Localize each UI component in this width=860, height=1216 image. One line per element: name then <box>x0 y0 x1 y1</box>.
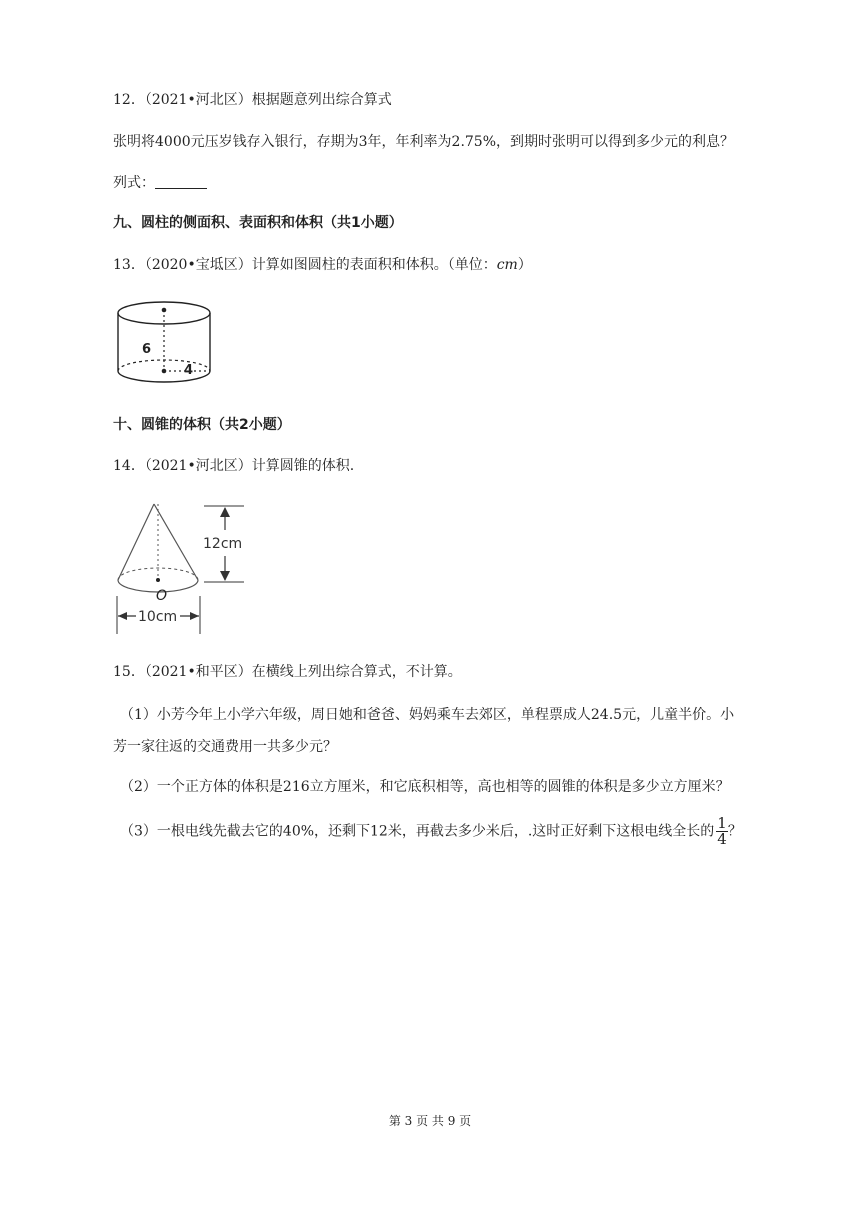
cone-center-point <box>156 578 160 582</box>
height-arrow-down <box>220 571 230 581</box>
q15-part3-text: （3）一根电线先截去它的40%，还剩下12米，再截去多少米后，.这时正好剩下这根电线全长的 <box>120 823 715 840</box>
q15-part3-end: ？ <box>727 823 742 840</box>
q15-part1-line2: 芳一家往返的交通费用一共多少元？ <box>113 739 337 755</box>
q12-formula <box>113 174 207 192</box>
q15-part1-line1: （1）小芳今年上小学六年级，周日她和爸爸、妈妈乘车去郊区，单程票成人24.5元，儿童半价。小 <box>120 707 735 723</box>
q15-part2: （2）一个正方体的体积是216立方厘米，和它底积相等，高也相等的圆锥的体积是多少立方厘米？ <box>120 779 730 795</box>
cone-height-label: 12cm <box>203 536 243 552</box>
fraction-denominator: 4 <box>717 830 727 848</box>
cylinder-height-label: 6 <box>142 342 152 357</box>
fraction-one-quarter <box>716 816 728 847</box>
q13-title-suffix: ） <box>517 257 532 273</box>
height-arrow-up <box>220 507 230 517</box>
cone-right-side <box>154 504 198 580</box>
q13-title-prefix: 13．（2020•宝坻区）计算如图圆柱的表面积和体积。（单位： <box>113 257 497 273</box>
diameter-arrow-left <box>118 612 127 620</box>
cone-left-side <box>118 504 154 580</box>
fraction-numerator: 1 <box>717 814 727 832</box>
q14-title: 14．（2021•河北区）计算圆锥的体积. <box>113 458 355 474</box>
section-10-heading: 十、圆锥的体积（共2小题） <box>113 417 291 433</box>
q13-unit: cm <box>496 257 518 273</box>
section-9-heading: 九、圆柱的侧面积、表面积和体积（共1小题） <box>113 215 403 231</box>
q12-body: 张明将4000元压岁钱存入银行，存期为3年，年利率为2.75%，到期时张明可以得到多少元的利息？ <box>113 134 735 150</box>
cylinder-bottom-center <box>162 369 167 374</box>
answer-blank <box>155 174 207 189</box>
cone-figure <box>112 496 247 638</box>
formula-label: 列式： <box>113 175 155 191</box>
q13-title <box>113 256 532 274</box>
cylinder-figure <box>112 298 217 386</box>
diameter-arrow-right <box>190 612 199 620</box>
q15-part3 <box>120 816 742 847</box>
cylinder-top-center <box>162 308 167 313</box>
page-footer: 第 3 页 共 9 页 <box>388 1114 472 1128</box>
cone-center-label: O <box>156 588 168 604</box>
q15-title: 15．（2021•和平区）在横线上列出综合算式，不计算。 <box>113 664 462 680</box>
cone-diameter-label: 10cm <box>138 609 178 625</box>
q12-title: 12．（2021•河北区）根据题意列出综合算式 <box>113 92 392 108</box>
cylinder-radius-label: 4 <box>184 363 194 378</box>
